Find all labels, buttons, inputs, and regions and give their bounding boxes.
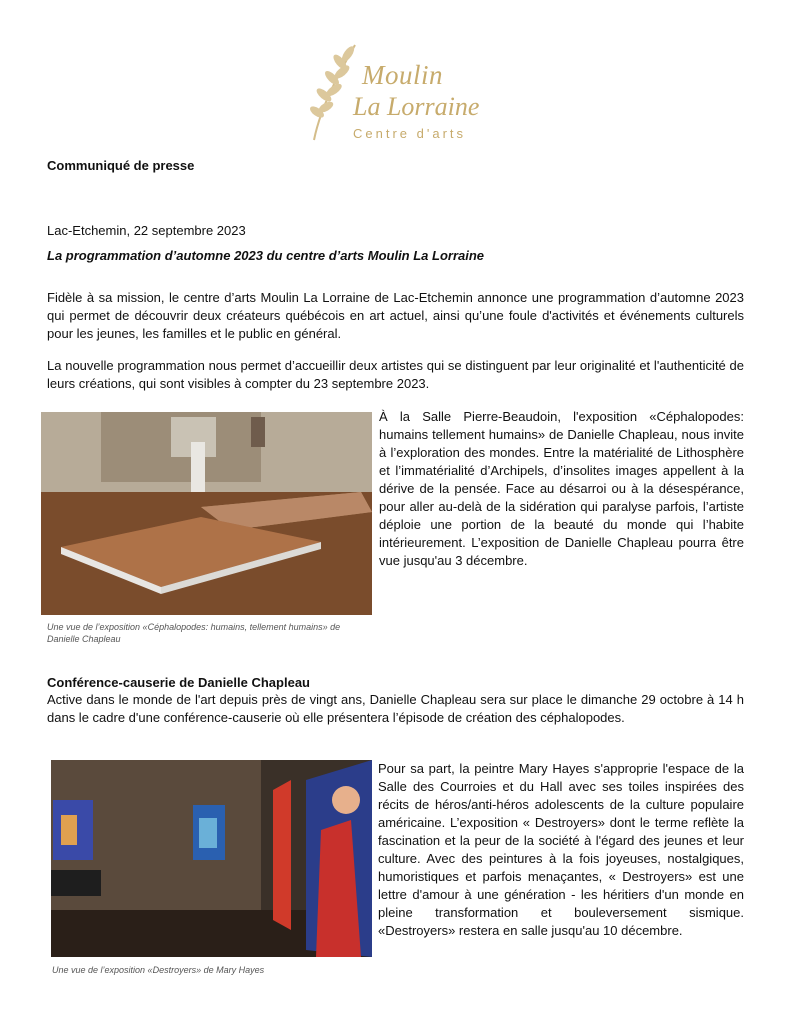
exhibition-2-caption: Une vue de l’exposition «Destroyers» de Mary Hayes	[52, 965, 265, 975]
dateline: Lac-Etchemin, 22 septembre 2023	[47, 223, 246, 238]
intro-paragraph-1: Fidèle à sa mission, le centre d’arts Moulin La Lorraine de Lac-Etchemin annonce une programmation d’automne 2023 qui permet de découvrir deux créateurs québécois en art actuel, ainsi qu’une foule d'activités et événements culturels pour les jeunes, les familles et le public en général.	[47, 290, 744, 341]
logo-tagline: Centre d'arts	[353, 126, 467, 141]
exhibition-photo-destroyers	[51, 760, 372, 957]
intro-paragraph-2: La nouvelle programmation nous permet d’accueillir deux artistes qui se distinguent par leur originalité et l'authenticité de leurs créations, qui sont visibles à compter du 23 septembre 2023.	[47, 358, 744, 391]
document-type: Communiqué de presse	[47, 158, 195, 173]
exhibition-2-text: Pour sa part, la peintre Mary Hayes s'approprie l'espace de la Salle des Courroies et du Hall avec ses toiles inspirées des récits de héros/anti-héros adolescents de la culture populaire américaine. L’exposition « Destroyers» dont le terme reflète la fascination et la peur de la société à l'égard des jeunes et leur culture. Avec des peintures à la fois joyeuses, nostalgiques, humoristiques et parfois menaçantes, « Destroyers» est une lettre d'amour à une génération - les héritiers d'un monde en pleine transformation et bouleversement sismique. «Destroyers» restera en salle jusqu'au 10 décembre.	[378, 761, 744, 938]
conference-title: Conférence-causerie de Danielle Chapleau	[47, 675, 310, 690]
wheat-branch-icon	[300, 40, 360, 145]
logo-name-line2: La Lorraine	[353, 92, 480, 121]
headline: La programmation d’automne 2023 du centre d’arts Moulin La Lorraine	[47, 248, 485, 263]
exhibition-1-caption: Une vue de l’exposition «Céphalopodes: humains, tellement humains» de Danielle Chapleau	[47, 622, 341, 644]
logo	[300, 40, 500, 145]
exhibition-1-text: À la Salle Pierre-Beaudoin, l'exposition «Céphalopodes: humains tellement humains» de Danielle Chapleau, nous invite à l’exploration des mondes. Entre la matérialité de Lithosphère et l’immatérialité d’Archipels, d’insolites images appellent à la dérive de la pensée. Face au désarroi ou à la désespérance, pour aller au-delà de la sidération qui paralyse parfois, l’artiste déploie une portion de la beauté du monde qui l’habite intérieurement. L’exposition de Danielle Chapleau pourra être vue jusqu'au 3 décembre.	[379, 409, 744, 568]
conference-text: Active dans le monde de l'art depuis près de vingt ans, Danielle Chapleau sera sur place le dimanche 29 octobre à 14 h dans le cadre d'une conférence-causerie où elle présentera l’épisode de création des céphalopodes.	[47, 692, 744, 725]
logo-name-line1: Moulin	[362, 60, 443, 90]
exhibition-photo-cephalopodes	[41, 412, 372, 615]
